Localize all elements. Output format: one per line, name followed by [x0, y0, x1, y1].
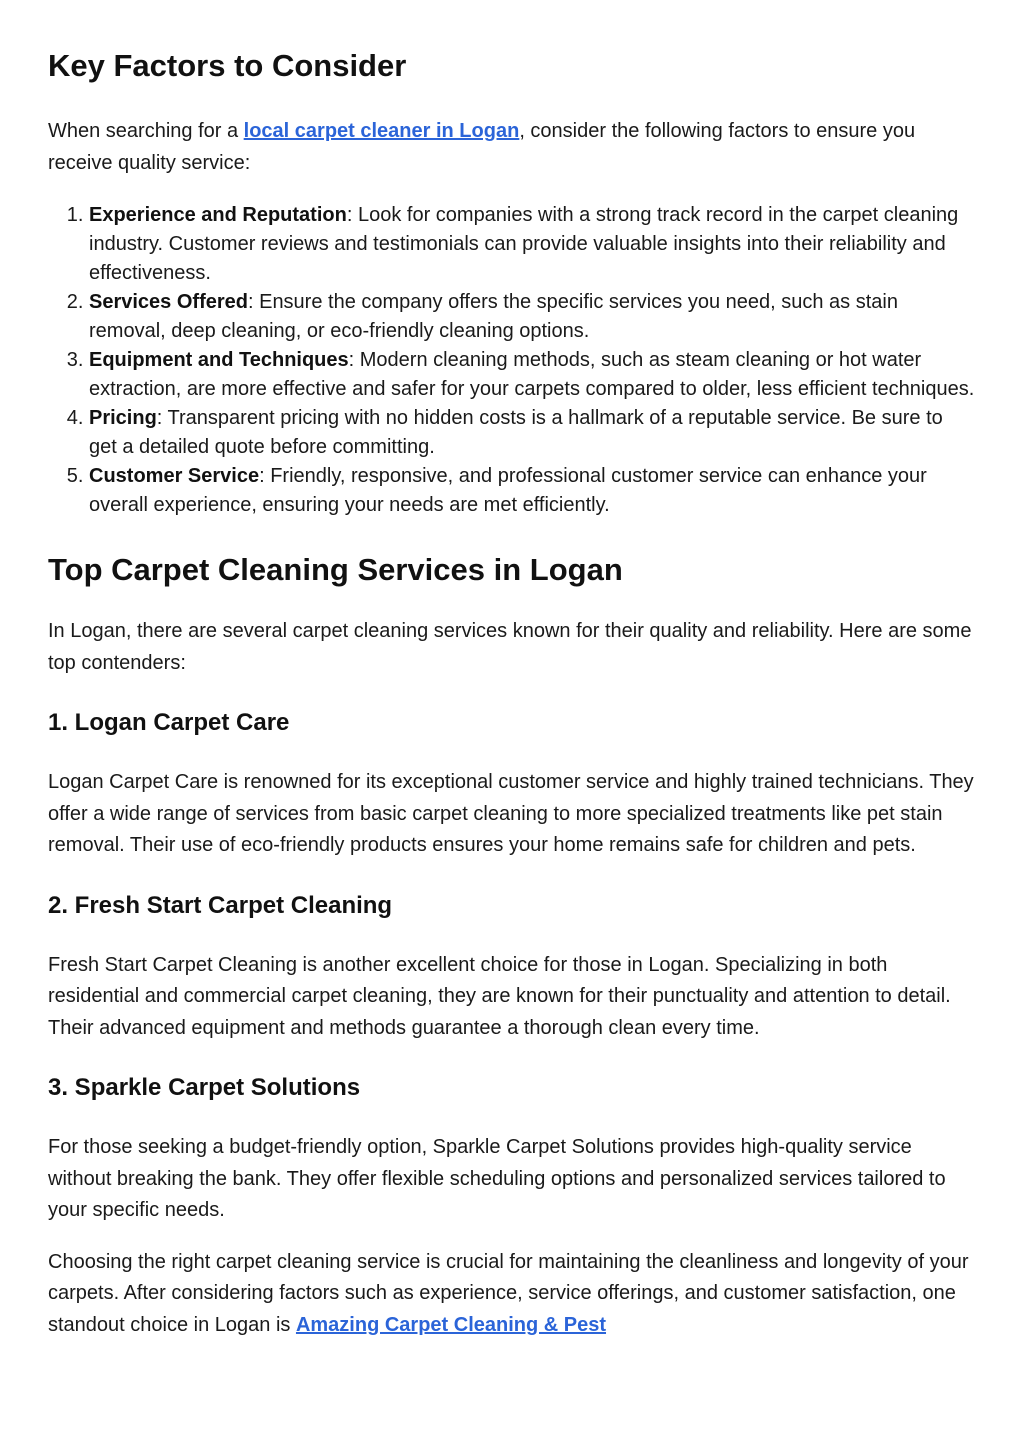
- factors-list: [48, 201, 976, 520]
- amazing-carpet-cleaning-link[interactable]: Amazing Carpet Cleaning & Pest: [295, 1313, 607, 1336]
- section-title-top-services: Top Carpet Cleaning Services in Logan: [48, 552, 623, 587]
- service-heading-logan-carpet-care: 1. Logan Carpet Care: [48, 709, 290, 736]
- factor-text: : Ensure the company offers the specific services you need, such as stain removal, deep cleaning, or eco-friendly cleaning options.: [89, 291, 898, 342]
- top-services-intro: In Logan, there are several carpet cleaning services known for their quality and reliability. Here are some top contenders:: [48, 620, 972, 674]
- factor-text: : Friendly, responsive, and professional customer service can enhance your overall experience, ensuring your needs are met efficiently.: [89, 465, 927, 516]
- list-item: [89, 288, 976, 346]
- paragraph-spacer: [48, 1227, 976, 1247]
- service-heading-fresh-start: 2. Fresh Start Carpet Cleaning: [48, 891, 393, 919]
- factor-text: : Modern cleaning methods, such as steam cleaning or hot water extraction, are more effective and safer for your carpets compared to older, less efficient techniques.: [89, 349, 975, 400]
- local-carpet-cleaner-link[interactable]: local carpet cleaner in Logan: [243, 120, 520, 142]
- factor-text: : Look for companies with a strong track record in the carpet cleaning industry. Customer reviews and testimonials can provide valuable insights into their reliability and effectiveness.: [89, 204, 959, 284]
- factor-term: Equipment and Techniques: [89, 349, 349, 371]
- list-item: [89, 201, 976, 288]
- factor-term: Services Offered: [89, 291, 248, 313]
- factor-term: Customer Service: [89, 465, 260, 487]
- intro-text-before: When searching for a: [48, 120, 244, 142]
- intro-text-after: , consider the following factors to ensure you receive quality service:: [48, 120, 916, 174]
- factor-term: Pricing: [89, 407, 157, 429]
- list-item: [89, 346, 976, 404]
- service-body-logan-carpet-care: Logan Carpet Care is renowned for its exceptional customer service and highly trained technicians. They offer a wide range of services from basic carpet cleaning to more specialized treatments like pet stain removal. Their use of eco-friendly products ensures your home remains safe for children and pets.: [48, 771, 974, 856]
- closing-text: Choosing the right carpet cleaning service is crucial for maintaining the cleanliness and longevity of your carpets. After considering factors such as experience, service offerings, and customer satisfaction, one standout choice in Logan is: [48, 1250, 969, 1336]
- closing-paragraph: [48, 1247, 976, 1342]
- service-body-fresh-start: Fresh Start Carpet Cleaning is another excellent choice for those in Logan. Specializing in both residential and commercial carpet cleaning, they are known for their punctuality and attention to detail. Their advanced equipment and methods guarantee a thorough clean every time.: [48, 953, 951, 1039]
- service-heading-sparkle: 3. Sparkle Carpet Solutions: [48, 1074, 361, 1101]
- key-factors-intro: [48, 116, 976, 179]
- list-item: [89, 462, 976, 520]
- factor-text: : Transparent pricing with no hidden costs is a hallmark of a reputable service. Be sure to get a detailed quote before committing.: [89, 407, 943, 458]
- section-title-key-factors: Key Factors to Consider: [48, 48, 407, 83]
- service-body-sparkle: For those seeking a budget-friendly option, Sparkle Carpet Solutions provides high-quality service without breaking the bank. They offer flexible scheduling options and personalized services tailored to your specific needs.: [48, 1136, 946, 1221]
- list-item: [89, 404, 976, 462]
- factor-term: Experience and Reputation: [89, 204, 347, 226]
